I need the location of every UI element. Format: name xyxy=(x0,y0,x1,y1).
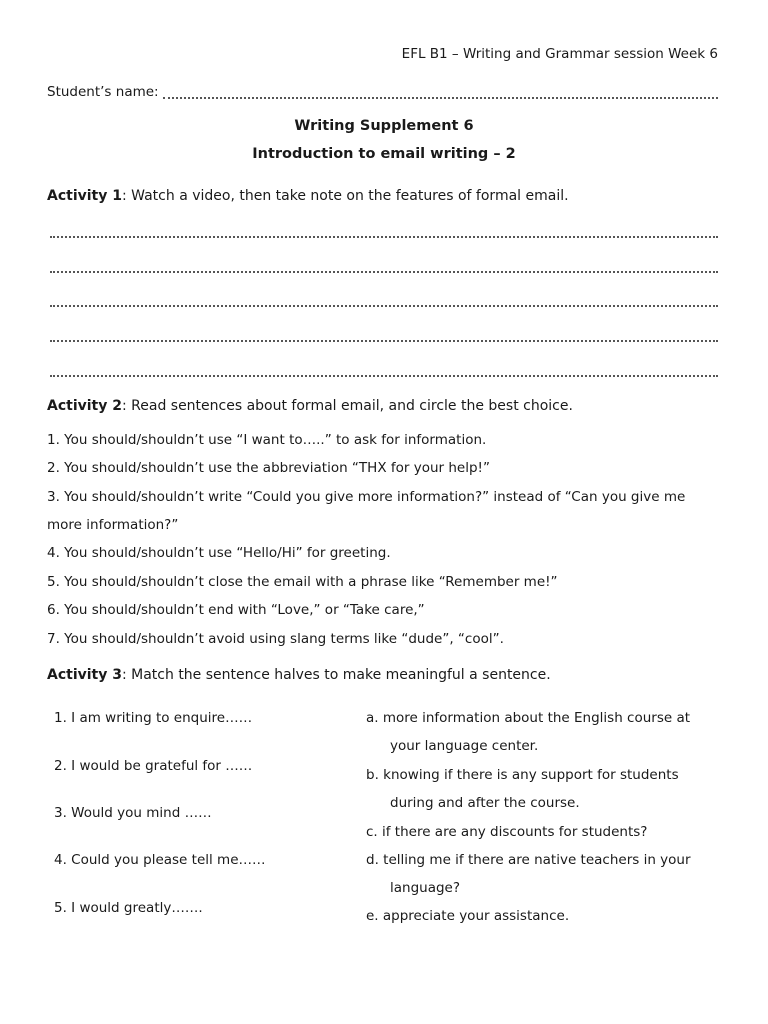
answer-line[interactable] xyxy=(50,271,718,273)
list-item: 3. You should/shouldn’t write “Could you give more information?” instead of “Can you give me xyxy=(47,489,686,505)
match-left-item: 2. I would be grateful for …… xyxy=(54,758,253,774)
subtitle: Introduction to email writing – 2 xyxy=(252,146,516,162)
match-right-item: b. knowing if there is any support for students xyxy=(366,767,679,783)
student-name-field[interactable] xyxy=(163,97,718,99)
answer-line[interactable] xyxy=(50,236,718,238)
activity1-label: Activity 1 xyxy=(47,188,122,204)
answer-line[interactable] xyxy=(50,340,718,342)
activity3-label: Activity 3 xyxy=(47,667,122,683)
activity2-instruction: : Read sentences about formal email, and circle the best choice. xyxy=(121,398,573,414)
list-item: 6. You should/shouldn’t end with “Love,” or “Take care,” xyxy=(47,602,425,618)
match-right-item: d. telling me if there are native teachers in your xyxy=(366,852,691,868)
activity1-instruction: : Watch a video, then take note on the features of formal email. xyxy=(121,188,569,204)
match-right-item: c. if there are any discounts for students? xyxy=(366,824,648,840)
activity3-instruction: : Match the sentence halves to make meaningful a sentence. xyxy=(121,667,551,683)
page-header: EFL B1 – Writing and Grammar session Week 6 xyxy=(401,46,718,62)
title: Writing Supplement 6 xyxy=(294,118,474,134)
match-right-item: during and after the course. xyxy=(390,795,580,811)
match-left-item: 4. Could you please tell me…… xyxy=(54,852,266,868)
match-right-item: a. more information about the English course at xyxy=(366,710,691,726)
match-right-item: e. appreciate your assistance. xyxy=(366,908,570,924)
answer-line[interactable] xyxy=(50,375,718,377)
match-right-item: your language center. xyxy=(390,738,539,754)
list-item: 2. You should/shouldn’t use the abbreviation “THX for your help!” xyxy=(47,460,490,476)
match-left-item: 5. I would greatly……. xyxy=(54,900,203,916)
student-name-label: Student’s name: xyxy=(47,84,159,100)
list-item: 4. You should/shouldn’t use “Hello/Hi” for greeting. xyxy=(47,545,391,561)
answer-line[interactable] xyxy=(50,305,718,307)
activity2-label: Activity 2 xyxy=(47,398,122,414)
match-left-item: 1. I am writing to enquire…… xyxy=(54,710,253,726)
match-right-item: language? xyxy=(390,880,461,896)
list-item: 5. You should/shouldn’t close the email with a phrase like “Remember me!” xyxy=(47,574,558,590)
list-item: 1. You should/shouldn’t use “I want to…..” to ask for information. xyxy=(47,432,487,448)
list-item: more information?” xyxy=(47,517,179,533)
match-left-item: 3. Would you mind …… xyxy=(54,805,212,821)
list-item: 7. You should/shouldn’t avoid using slang terms like “dude”, “cool”. xyxy=(47,631,504,647)
activity3-heading xyxy=(47,666,551,684)
activity1-heading xyxy=(47,187,569,205)
activity2-heading xyxy=(47,397,573,415)
